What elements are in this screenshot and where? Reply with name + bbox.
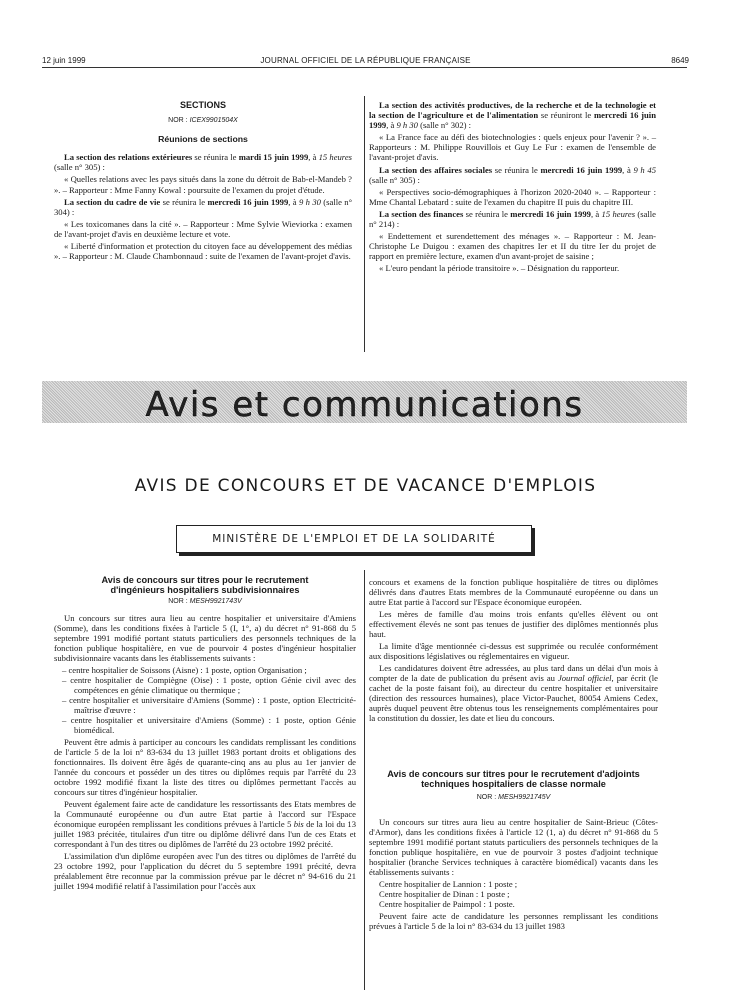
paragraph: « Liberté d'information et protection du citoyen face au développement des médias ». – Rapporteur : M. Claude Chambonnaud : suite de l'examen de l'avant-projet d'avis. [54,241,352,262]
paragraph: Peuvent être admis à participer au concours les candidats remplissant les conditions de l'article 5 de la loi n° 83-634 du 13 juillet 1983 portant droits et obligations des fonctionnaires. Ils doivent être âgés de quarante-cinq ans au plus au 1er janvier de l'année du concours et posséder un des titres ou diplômes requis par l'arrêté du 23 octobre 1992 modifié fixant la liste des titres ou diplômes permettant l'accès au concours sur titres d'ingénieur hospitalier. [54,737,356,797]
avis-right-column [369,577,658,933]
avis1-left-column [54,575,356,893]
paragraph: Peuvent également faire acte de candidature les ressortissants des Etats membres de la Communauté européenne ou d'un autre Etat partie à l'accord sur l'Espace économique européen remplissant les conditions prévues à l'article 5 bis de la loi du 13 juillet 1983 précitée, titulaires d'un titre ou diplôme délivré dans l'un de ces Etats et correspondant à l'un des titres ou diplômes de l'arrêté du 23 octobre 1992 précité. [54,799,356,849]
list-item: – centre hospitalier et universitaire d'Amiens (Somme) : 1 poste, option Génie biomédical. [62,715,356,735]
banner-title: Avis et communications [145,385,584,425]
sections-subtitle: Réunions de sections [158,134,248,145]
ministry-box: MINISTÈRE DE L'EMPLOI ET DE LA SOLIDARITÉ [176,525,532,553]
list-item: Centre hospitalier de Lannion : 1 poste ; [379,879,518,889]
list-item: – centre hospitalier de Soissons (Aisne) : 1 poste, option Organisation ; [62,665,307,675]
sections-title: SECTIONS [179,100,226,110]
paragraph: La section des activités productives, de la recherche et de la technologie et la section de l'agriculture et de l'alimentation se réuniront le mercredi 16 juin 1999, à 9 h 30 (salle n° 302) : [369,100,656,131]
paragraph: Les mères de famille d'au moins trois enfants qu'elles élèvent ou ont effectivement élevés ne sont pas tenues de justifier des diplômes mentionnés plus haut. [369,609,658,639]
paragraph: « La France face au défi des biotechnologies : quels enjeux pour l'avenir ? ». – Rapporteurs : M. Philippe Rouvillois et Guy Le Fur : examen de l'ensemble de l'avant-projet d'avis. [369,132,656,163]
paragraph: Un concours sur titres aura lieu au centre hospitalier et universitaire d'Amiens (Somme), dans les conditions fixées à l'article 5 (I, 1°, a) du décret n° 91-868 du 5 septembre 1991 modifié portant statuts particuliers des personnels techniques de la fonction publique hospitalière, en vue de pourvoir 4 postes d'ingénieur hospitalier subdivisionnaire vacants dans les établissements suivants : [54,613,356,663]
paragraph: « Quelles relations avec les pays situés dans la zone du détroit de Bab-el-Mandeb ? ». – Rapporteur : Mme Fanny Kowal : poursuite de l'examen du projet d'étude. [54,174,352,195]
paragraph: La section des finances se réunira le mercredi 16 juin 1999, à 15 heures (salle n° 214) : [369,208,656,230]
paragraph: « Les toxicomanes dans la cité ». – Rapporteur : Mme Sylvie Wieviorka : examen de l'avant-projet d'avis en deuxième lecture et vote. [54,218,352,239]
header-rule [42,67,687,68]
header-date: 12 juin 1999 [42,56,86,65]
avis2-nor: NOR : MESH9921745V [476,794,551,801]
paragraph: La section du cadre de vie se réunira le mercredi 16 juin 1999, à 9 h 30 (salle n° 304) : [54,196,353,217]
list-item: Centre hospitalier de Dinan : 1 poste ; [379,889,510,899]
paragraph: concours et examens de la fonction publique hospitalière de titres ou diplômes délivrés dans d'autres Etats membres de la Communauté européenne ou dans un autre Etat partie à l'accord sur l'Espace économique européen. [369,577,658,607]
paragraph: « Perspectives socio-démographiques à l'horizon 2020-2040 ». – Rapporteur : Mme Chantal Lebatard : suite de l'examen du chapitre II puis du chapitre III. [369,186,656,207]
paragraph: L'assimilation d'un diplôme européen avec l'un des titres ou diplômes de l'arrêté du 23 octobre 1992, pour l'application du décret du 5 septembre 1991 précité, devra préalablement être reconnue par la commission prévue par le décret n° 94-616 du 21 juillet 1994 modifié relatif à l'assimilation pour l'accès aux [54,851,356,891]
paragraph: « L'euro pendant la période transitoire ». – Désignation du rapporteur. [379,263,620,274]
paragraph: La section des affaires sociales se réunira le mercredi 16 juin 1999, à 9 h 45 (salle n° 305) : [369,164,656,185]
paragraph: La limite d'âge mentionnée ci-dessus est supprimée ou reculée conformément aux dispositions législatives ou réglementaires en vigueur. [369,641,658,661]
avis2-title: Avis de concours sur titres pour le recrutement d'adjoints techniques hospitaliers de classe normale [387,769,640,789]
paragraph: Un concours sur titres aura lieu au centre hospitalier de Saint-Brieuc (Côtes-d'Armor), dans les conditions fixées à l'article 12 (1, a) du décret n° 91-868 du 5 septembre 1991 modifié portant statuts particuliers des personnels techniques de la fonction publique hospitalière, en vue de pourvoir 3 postes d'adjoint technique hospitalier (branche Services techniques à caractère biomédical) vacants dans les établissements suivants : [369,817,658,877]
column-rule-top [364,96,365,352]
header-title: JOURNAL OFFICIEL DE LA RÉPUBLIQUE FRANÇAISE [260,56,471,65]
section-banner [42,381,687,423]
list-item: – centre hospitalier et universitaire d'Amiens (Somme) : 1 poste, option Electricité-maîtrise d'œuvre : [62,695,356,715]
main-heading: AVIS DE CONCOURS ET DE VACANCE D'EMPLOIS [134,476,597,496]
list-item: Centre hospitalier de Paimpol : 1 poste. [379,899,515,909]
avis1-nor: NOR : MESH9921743V [168,598,242,605]
list-item: – centre hospitalier de Compiègne (Oise) : 1 poste, option Génie civil avec des compétences en génie climatique ou thermique ; [62,675,356,695]
paragraph: Les candidatures doivent être adressées, au plus tard dans un délai d'un mois à compter de la date de publication du présent avis au Journal officiel, par écrit (le cachet de la poste faisant foi), au directeur du centre hospitalier et universitaire (direction des ressources humaines), place Victor-Pauchet, 80054 Amiens Cedex, auprès duquel peuvent être obtenus tous les renseignements complémentaires pour la constitution du dossier, les date et lieu du concours. [369,663,659,723]
column-rule-bottom [364,570,365,990]
header-page-number: 8649 [671,56,689,65]
sections-right-column [369,100,656,276]
sections-nor: NOR : ICEX9901504X [168,117,238,125]
paragraph: « Endettement et surendettement des ménages ». – Rapporteur : M. Jean-Christophe Le Duigou : examen des chapitres Ier et II du titre Ier du projet de rapport en première lecture, examen d'un avant-projet de saisine ; [369,231,656,262]
paragraph: La section des relations extérieures se réunira le mardi 15 juin 1999, à 15 heures (salle n° 305) : [54,152,352,173]
paragraph: Peuvent faire acte de candidature les personnes remplissant les conditions prévues à l'article 5 de la loi n° 83-634 du 13 juillet 1983 [369,911,658,931]
running-header [0,0,731,66]
avis1-title: Avis de concours sur titres pour le recrutement d'ingénieurs hospitaliers subdivisionnaires [101,575,309,595]
sections-left-column [54,100,352,263]
